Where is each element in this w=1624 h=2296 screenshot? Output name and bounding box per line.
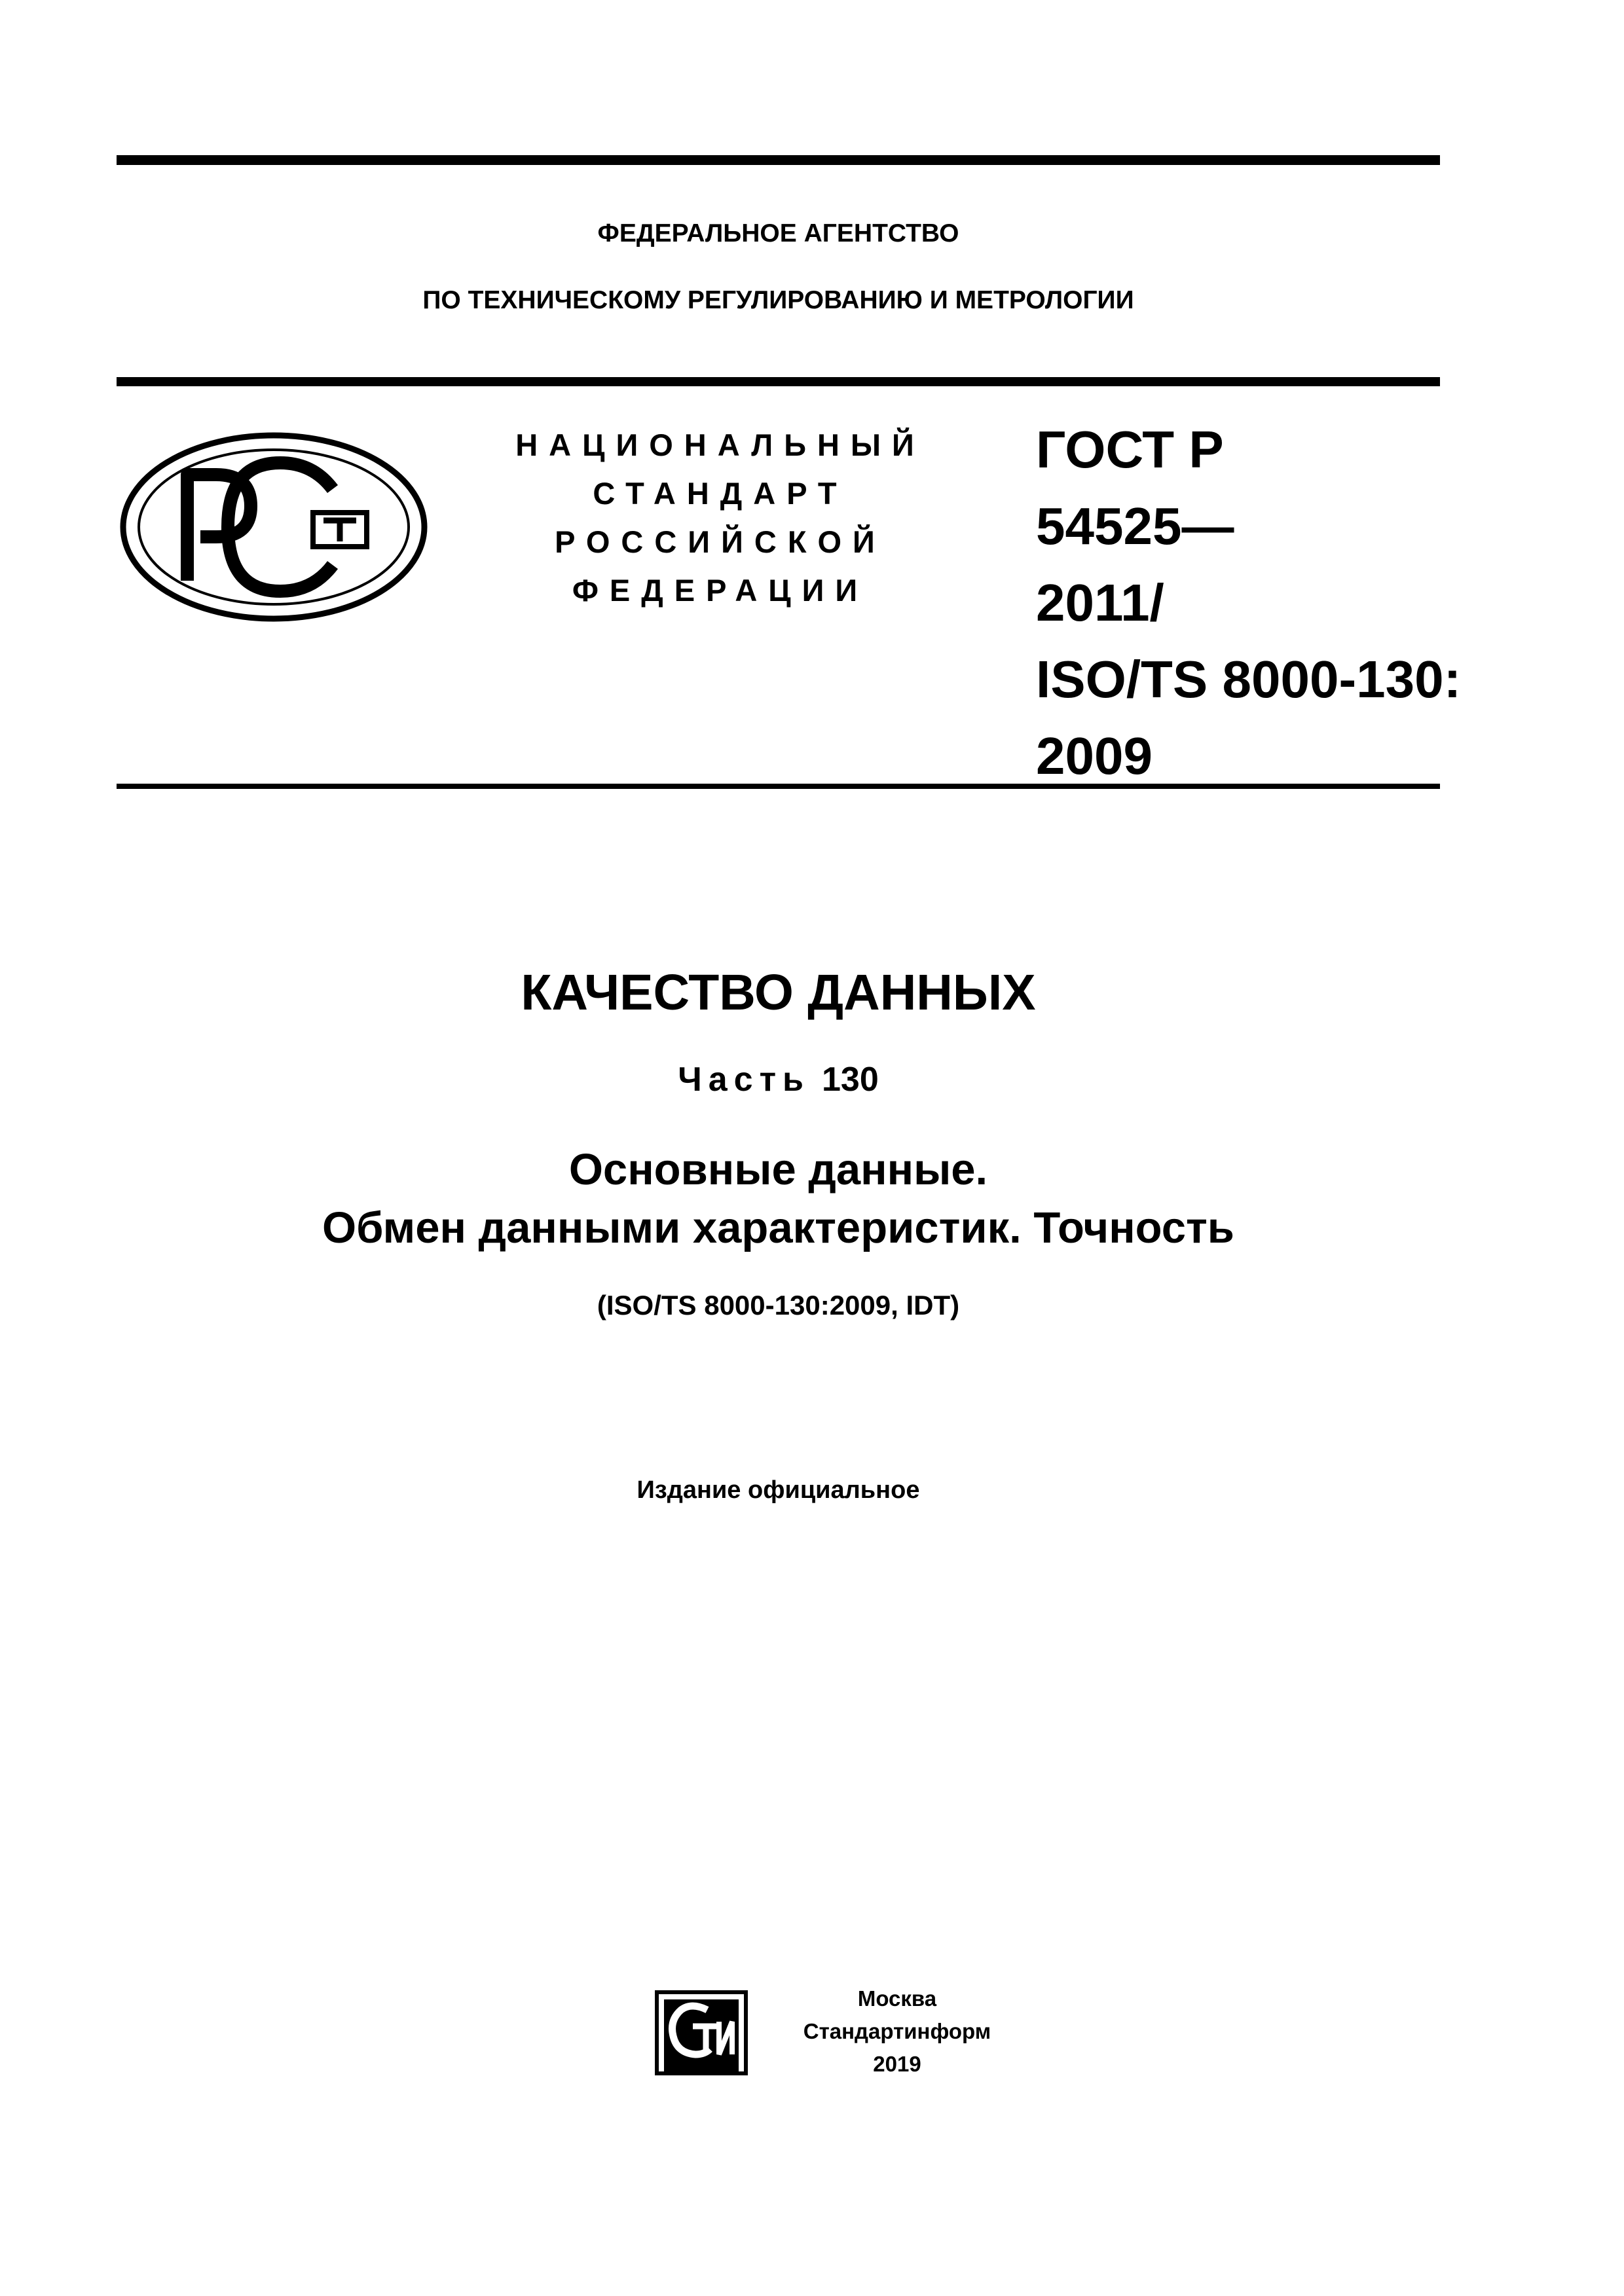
document-title: КАЧЕСТВО ДАННЫХ xyxy=(521,964,1036,1021)
gost-designation xyxy=(1036,411,1462,794)
gost-designation-line-5: 2009 xyxy=(1036,727,1153,785)
national-standard-line-3: РОССИЙСКОЙ xyxy=(555,524,886,559)
national-standard-line-4: ФЕДЕРАЦИИ xyxy=(572,573,869,608)
part-word: Часть xyxy=(678,1061,811,1099)
rst-certification-mark-icon xyxy=(117,429,431,625)
national-standard-label xyxy=(485,421,956,615)
top-rule xyxy=(117,155,1440,165)
agency-line-2: ПО ТЕХНИЧЕСКОМУ РЕГУЛИРОВАНИЮ И МЕТРОЛОГИИ xyxy=(422,286,1134,314)
standartinform-logo-icon xyxy=(655,1990,748,2075)
national-standard-line-2: СТАНДАРТ xyxy=(593,476,848,511)
publisher-info xyxy=(766,1982,1028,2081)
gost-designation-line-2: 54525— xyxy=(1036,497,1234,555)
publisher-city: Москва xyxy=(857,1986,937,2011)
publisher-year: 2019 xyxy=(873,2052,921,2076)
gost-designation-line-3: 2011/ xyxy=(1036,574,1164,632)
edition-label: Издание официальное xyxy=(637,1476,920,1504)
publisher-name: Стандартинформ xyxy=(803,2019,991,2043)
national-standard-line-1: НАЦИОНАЛЬНЫЙ xyxy=(515,428,925,462)
middle-rule xyxy=(117,377,1440,386)
gost-designation-line-1: ГОСТ Р xyxy=(1036,420,1224,479)
part-label xyxy=(117,1060,1440,1099)
document-identifier: (ISO/TS 8000-130:2009, IDT) xyxy=(597,1290,960,1321)
gost-designation-line-4: ISO/TS 8000-130: xyxy=(1036,650,1462,708)
part-number: 130 xyxy=(822,1061,879,1099)
subtitle-line-2: Обмен данными характеристик. Точность xyxy=(322,1203,1234,1252)
agency-line-1: ФЕДЕРАЛЬНОЕ АГЕНТСТВО xyxy=(597,219,959,247)
subtitle-line-1: Основные данные. xyxy=(568,1145,988,1194)
